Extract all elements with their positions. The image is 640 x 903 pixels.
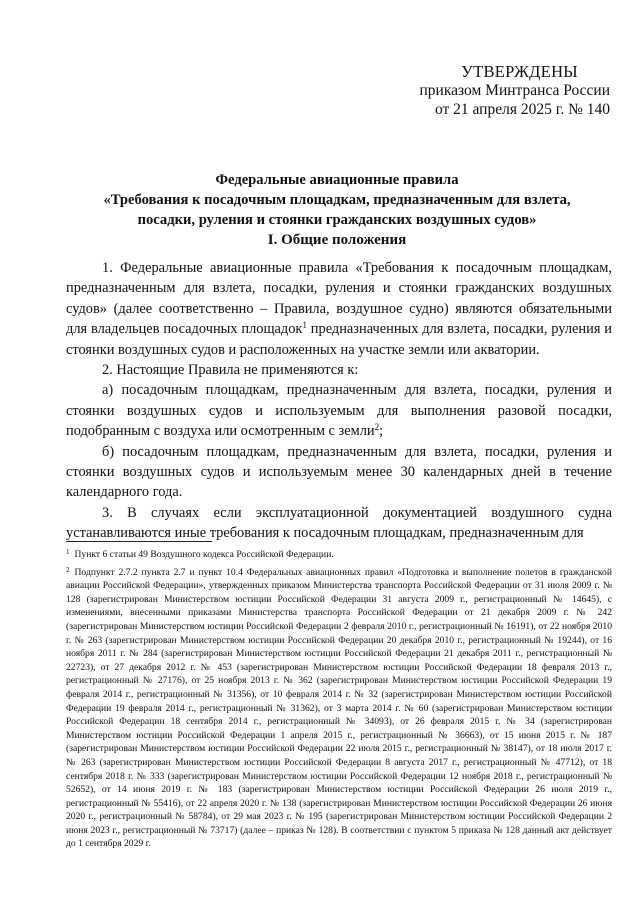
footnote-2-number: 2 bbox=[66, 565, 70, 574]
footnote-2-text: Подпункт 2.7.2 пункта 2.7 и пункт 10.4 Федеральных авиационных правил «Подготовка и выполнение полетов в гражданской авиации Российской Федерации», утвержденных приказом Министерства транспорта Российской Федерации от 31 июля 2009 г. № 128 (зарегистрирован Министерством юстиции Российской Федерации 31 августа 2009 г., регистрационный № 14645), с изменениями, внесенными приказами Министерства транспорта Российской Федерации от 21 декабря 2009 г. № 242 (зарегистрирован Министерством юстиции Российской Федерации 2 февраля 2010 г., регистрационный № 16191), от 22 ноября 2010 г. № 263 (зарегистрирован Министерством юстиции Российской Федерации 20 декабря 2010 г., регистрационный № 19244), от 16 ноября 2011 г. № 284 (зарегистрирован Министерством юстиции Российской Федерации 21 декабря 2011 г., регистрационный № 22723), от 27 декабря 2012 г. № 453 (зарегистрирован Министерством юстиции Российской Федерации 18 февраля 2013 г., регистрационный № 27176), от 25 ноября 2013 г. № 362 (зарегистрирован Министерством юстиции Российской Федерации 19 февраля 2014 г., регистрационный № 31356), от 10 февраля 2014 г. № 32 (зарегистрирован Министерством юстиции Российской Федерации 19 февраля 2014 г., регистрационный № 31362), от 3 марта 2014 г. № 60 (зарегистрирован Министерством юстиции Российской Федерации 18 сентября 2014 г., регистрационный № 34093), от 26 февраля 2015 г. № 34 (зарегистрирован Министерством юстиции Российской Федерации 1 апреля 2015 г., регистрационный № 36663), от 15 июня 2015 г. № 187 (зарегистрирован Министерством юстиции Российской Федерации 22 июля 2015 г., регистрационный № 38147), от 18 июля 2017 г. № 263 (зарегистрирован Министерством юстиции Российской Федерации 8 августа 2017 г., регистрационный № 47712), от 18 сентября 2018 г. № 333 (зарегистрирован Министерством юстиции Российской Федерации 12 ноября 2018 г., регистрационный № 52652), от 14 июня 2019 г. № 183 (зарегистрирован Министерством юстиции Российской Федерации 26 июля 2019 г., регистрационный № 55416), от 22 апреля 2020 г. № 138 (зарегистрирован Министерством юстиции Российской Федерации 26 июня 2020 г., регистрационный № 58784), от 29 мая 2023 г. № 195 (зарегистрирован Министерством юстиции Российской Федерации 2 июня 2023 г., регистрационный № 73717) (далее – приказ № 128). В соответствии с пунктом 5 приказа № 128 данный акт действует до 1 сентября 2029 г. bbox=[66, 566, 612, 850]
approval-order-line: приказом Минтранса России bbox=[419, 82, 610, 99]
footnote-ref-1[interactable]: 1 bbox=[302, 320, 307, 331]
section-heading: I. Общие положения bbox=[267, 232, 407, 248]
footnotes bbox=[66, 548, 612, 855]
paragraph-1 bbox=[66, 258, 612, 360]
paragraph-2a bbox=[66, 380, 612, 441]
approval-block bbox=[350, 62, 610, 119]
body-text bbox=[66, 258, 612, 544]
paragraph-2a-tail: ; bbox=[379, 423, 384, 440]
footnote-1-number: 1 bbox=[66, 548, 70, 556]
document-title-line-3: посадки, руления и стоянки гражданских воздушных судов» bbox=[137, 212, 537, 228]
document-title-line-2: «Требования к посадочным площадкам, предназначенным для взлета, bbox=[103, 192, 571, 208]
paragraph-2: 2. Настоящие Правила не применяются к: bbox=[102, 362, 359, 379]
paragraph-1-tail: предназначенных для взлета, посадки, руления и стоянки воздушных судов и расположенных на участке земли или акватории. bbox=[66, 321, 612, 358]
approval-date-line: от 21 апреля 2025 г. № 140 bbox=[434, 101, 610, 118]
footnote-1-text: Пункт 6 статьи 49 Воздушного кодекса Российской Федерации. bbox=[74, 549, 334, 560]
footnote-ref-2[interactable]: 2 bbox=[374, 422, 380, 433]
footnote-divider bbox=[66, 541, 212, 542]
paragraph-1-text: 1. Федеральные авиационные правила «Требования к посадочным площадкам, предназначенным для взлета, посадки, руления и стоянки гражданских воздушных судов» (далее соответственно – Правила, воздушное судно) являются обязательными для владельцев посадочных площадок bbox=[66, 260, 612, 338]
paragraph-2b: б) посадочным площадкам, предназначенным для взлета, посадки, руления и стоянки воздушных судов и используемым менее 30 календарных дней в течение календарного года. bbox=[66, 443, 612, 501]
document-title-line-1: Федеральные авиационные правила bbox=[215, 172, 459, 188]
paragraph-2a-text: а) посадочным площадкам, предназначенным для взлета, посадки, руления и стоянки воздушных судов и используемым для выполнения разовой посадки, подобранным с воздуха или осмотренным с земли bbox=[66, 382, 612, 440]
document-title bbox=[66, 170, 608, 230]
footnote-2 bbox=[66, 566, 612, 851]
paragraph-3: 3. В случаях если эксплуатационной документацией воздушного судна устанавливаются иные требования к посадочным площадкам, предназначенным для bbox=[66, 504, 612, 542]
approval-title: УТВЕРЖДЕНЫ bbox=[461, 62, 578, 81]
footnote-1 bbox=[66, 548, 612, 562]
